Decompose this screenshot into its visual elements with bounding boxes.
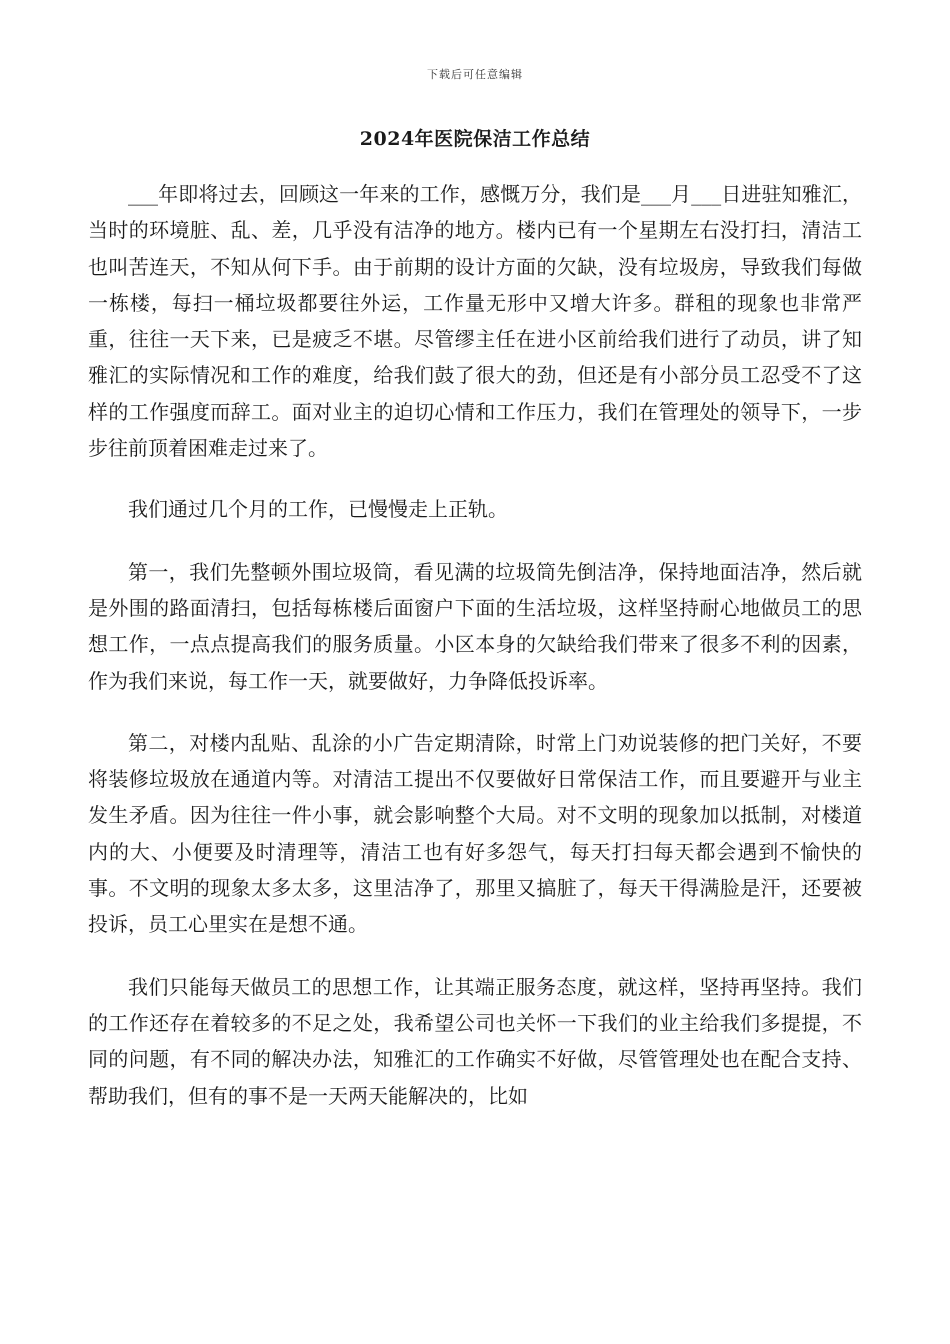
paragraph-progress: 我们通过几个月的工作，已慢慢走上正轨。	[128, 497, 508, 522]
document-body	[88, 176, 862, 1138]
header-note: 下载后可任意编辑	[427, 68, 523, 81]
paragraph-intro: ___年即将过去，回顾这一年来的工作，感慨万分，我们是___月___日进驻知雅汇，当时的环境脏、乱、差，几乎没有洁净的地方。楼内已有一个星期左右没打扫，清洁工也叫苦连天，不知从何下手。由于前期的设计方面的欠缺，没有垃圾房，导致我们每做一栋楼，每扫一桶垃圾都要往外运，工作量无形中又增大许多。群租的现象也非常严重，往往一天下来，已是疲乏不堪。尽管缪主任在进小区前给我们进行了动员，讲了知雅汇的实际情况和工作的难度，给我们鼓了很大的劲，但还是有小部分员工忍受不了这样的工作强度而辞工。面对业主的迫切心情和工作压力，我们在管理处的领导下，一步步往前顶着困难走过来了。	[88, 182, 862, 461]
document-title: 2024年医院保洁工作总结	[359, 128, 591, 150]
paragraph-first-point: 第一，我们先整顿外围垃圾筒，看见满的垃圾筒先倒洁净，保持地面洁净，然后就是外围的路面清扫，包括每栋楼后面窗户下面的生活垃圾，这样坚持耐心地做员工的思想工作，一点点提高我们的服务质量。小区本身的欠缺给我们带来了很多不利的因素，作为我们来说，每工作一天，就要做好，力争降低投诉率。	[88, 559, 862, 693]
paragraph-closing: 我们只能每天做员工的思想工作，让其端正服务态度，就这样，坚持再坚持。我们的工作还存在着较多的不足之处，我希望公司也关怀一下我们的业主给我们多提提，不同的问题，有不同的解决办法，知雅汇的工作确实不好做，尽管管理处也在配合支持、帮助我们，但有的事不是一天两天能解决的，比如	[88, 974, 862, 1108]
paragraph-second-point: 第二，对楼内乱贴、乱涂的小广告定期清除，时常上门劝说装修的把门关好，不要将装修垃圾放在通道内等。对清洁工提出不仅要做好日常保洁工作，而且要避开与业主发生矛盾。因为往往一件小事，就会影响整个大局。对不文明的现象加以抵制，对楼道内的大、小便要及时清理等，清洁工也有好多怨气，每天打扫每天都会遇到不愉快的事。不文明的现象太多太多，这里洁净了，那里又搞脏了，每天干得满脸是汗，还要被投诉，员工心里实在是想不通。	[88, 730, 862, 937]
